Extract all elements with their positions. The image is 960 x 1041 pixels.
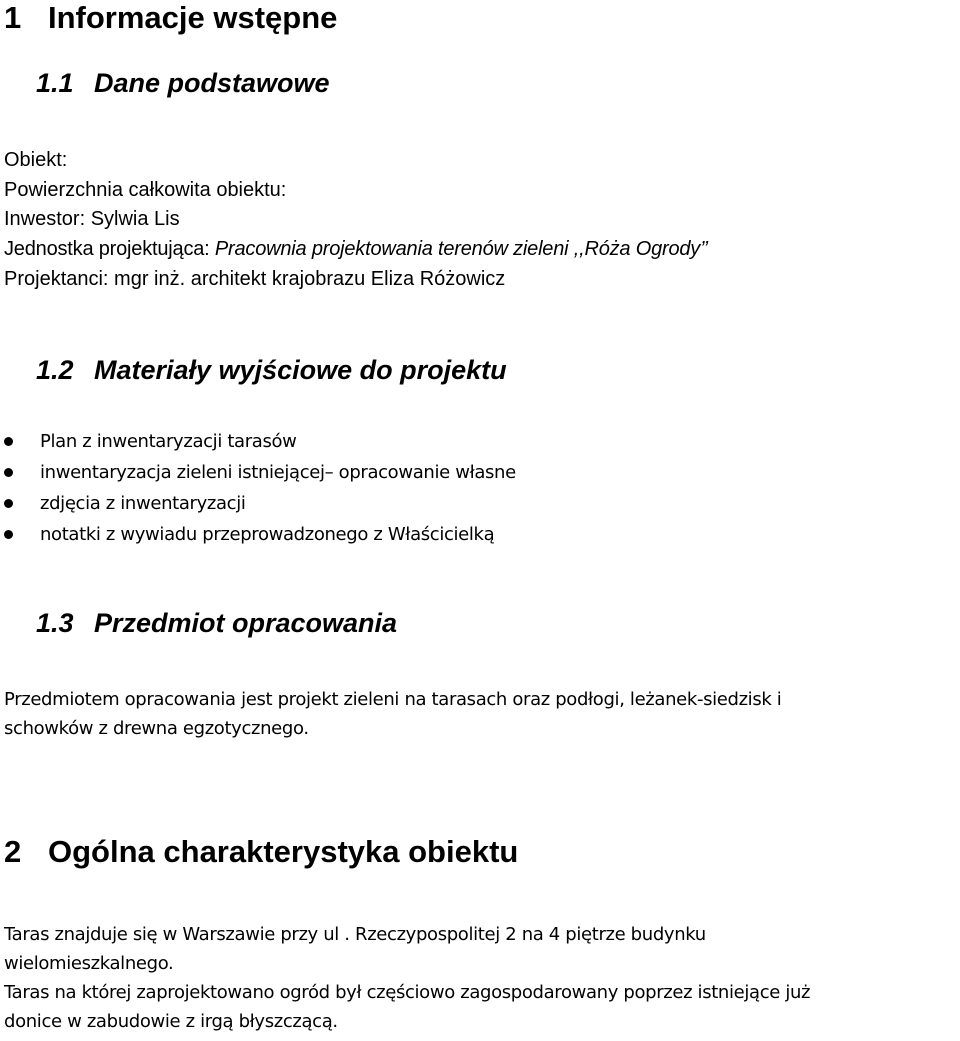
list-item-text: Plan z inwentaryzacji tarasów bbox=[40, 431, 297, 452]
subsection-1-1-title: Dane podstawowe bbox=[94, 68, 330, 98]
subsection-1-3-number: 1.3 bbox=[36, 608, 74, 638]
section-2-number: 2 bbox=[4, 834, 22, 869]
subsection-1-2-title: Materiały wyjściowe do projektu bbox=[94, 355, 507, 385]
paragraph-line: donice w zabudowie z irgą błyszczącą. bbox=[4, 1011, 338, 1032]
section-1-number: 1 bbox=[4, 0, 22, 35]
bullet-icon bbox=[4, 437, 13, 446]
field-jednostka-label: Jednostka projektująca: bbox=[4, 238, 215, 260]
field-projektanci: Projektanci: mgr inż. architekt krajobrazu Eliza Różowicz bbox=[4, 268, 506, 290]
field-powierzchnia: Powierzchnia całkowita obiektu: bbox=[4, 179, 287, 201]
subsection-1-1-number: 1.1 bbox=[36, 68, 74, 98]
characteristics-paragraph bbox=[4, 920, 954, 1036]
subsection-1-2-number: 1.2 bbox=[36, 355, 74, 385]
list-item-text: notatki z wywiadu przeprowadzonego z Właścicielką bbox=[40, 524, 495, 545]
paragraph-line: wielomieszkalnego. bbox=[4, 953, 174, 974]
paragraph-line: Przedmiotem opracowania jest projekt zieleni na tarasach oraz podłogi, leżanek-siedzisk i bbox=[4, 689, 782, 710]
subsection-1-3-title: Przedmiot opracowania bbox=[94, 608, 398, 638]
subsection-1-2-heading bbox=[36, 354, 507, 386]
bullet-icon bbox=[4, 530, 13, 539]
subsection-1-3-heading bbox=[36, 607, 397, 639]
list-item-text: zdjęcia z inwentaryzacji bbox=[40, 493, 246, 514]
bullet-icon bbox=[4, 499, 13, 508]
subsection-1-1-heading bbox=[36, 67, 330, 99]
section-2-heading bbox=[4, 834, 518, 870]
paragraph-line: schowków z drewna egzotycznego. bbox=[4, 718, 309, 739]
field-jednostka-value: Pracownia projektowania terenów zieleni ,,Róża Ogrody’’ bbox=[214, 238, 708, 260]
section-1-title: Informacje wstępne bbox=[48, 0, 338, 35]
section-2-title: Ogólna charakterystyka obiektu bbox=[48, 834, 519, 869]
field-jednostka bbox=[4, 235, 708, 263]
bullet-icon bbox=[4, 468, 13, 477]
field-obiekt: Obiekt: bbox=[4, 149, 68, 171]
paragraph-line: Taras na której zaprojektowano ogród był częściowo zagospodarowany poprzez istniejące już bbox=[4, 982, 811, 1003]
section-1-heading bbox=[4, 0, 337, 36]
paragraph-line: Taras znajduje się w Warszawie przy ul . Rzeczypospolitej 2 na 4 piętrze budynku bbox=[4, 924, 706, 945]
list-item-text: inwentaryzacja zieleni istniejącej– opracowanie własne bbox=[40, 462, 516, 483]
subject-paragraph bbox=[4, 685, 954, 743]
field-inwestor: Inwestor: Sylwia Lis bbox=[4, 208, 180, 230]
